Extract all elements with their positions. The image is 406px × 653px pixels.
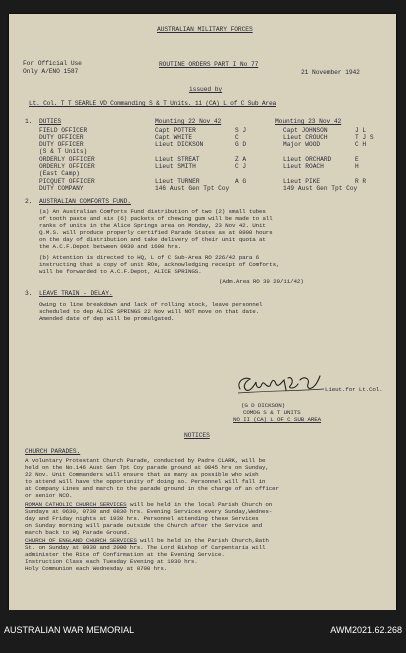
notice-para-2-line-5: march back to HQ Parade Ground. xyxy=(25,529,130,536)
duty-row-7-day2-init: R R xyxy=(355,178,367,185)
leave-train-line-1: Owing to line breakdown and lack of rolling stock, leave personnel xyxy=(39,301,263,308)
reference-number: Only A/ENO 1587 xyxy=(23,68,79,75)
duty-row-1-day2-init: T J S xyxy=(355,134,374,141)
duty-row-0-day2: Capt JOHNSON xyxy=(283,127,328,134)
notices-heading: NOTICES xyxy=(184,432,210,439)
notice-para-2-line-3: day and Friday nights at 1930 hrs. Personnel attending these Services xyxy=(25,515,259,522)
notice-para-1-line-2: held on the No.146 Aust Gen Tpt Coy parade ground at 0845 hrs on Sunday, xyxy=(25,464,269,471)
notice-para-3-line-2: St. on Sunday at 0930 and 2000 hrs. The Lord Bishop of Carpentaria will xyxy=(25,544,266,551)
duty-row-8-day1: 146 Aust Gen Tpt Coy xyxy=(155,185,230,192)
leave-train-line-3: Amended date of dep will be promulgated. xyxy=(39,315,175,322)
section-3-heading: LEAVE TRAIN - DELAY. xyxy=(39,290,113,297)
church-parades-heading: CHURCH PARADES. xyxy=(25,448,81,455)
duty-row-7-day2: Lieut PIKE xyxy=(283,178,321,185)
acf-reference: (Adm.Area RO 39 20/11/42) xyxy=(219,278,304,285)
duty-row-7-name: PICQUET OFFICER xyxy=(39,178,95,185)
duty-row-3-name: (S & T Units) xyxy=(39,148,88,155)
section-2-number: 2. xyxy=(25,198,33,205)
duty-row-0-day1-init: S J xyxy=(235,127,247,134)
duty-row-1-day2: Lieut CROUCH xyxy=(283,134,328,141)
duties-col2-heading: Mounting 23 Nov 42 xyxy=(275,118,342,125)
duty-row-2-day2: Major WOOD xyxy=(283,141,321,148)
duty-row-6-name: (East Camp) xyxy=(39,170,80,177)
rc-services-heading: ROMAN CATHOLIC CHURCH SERVICES xyxy=(25,501,127,508)
duty-row-4-day1-init: Z A xyxy=(235,156,247,163)
official-use-label: For Official Use xyxy=(23,60,82,67)
acf-para-a-line-1: (a) An Australian Comforts Fund distribution of two (2) small tubes xyxy=(39,208,266,215)
duty-row-5-day1: Lieut SMITH xyxy=(155,163,196,170)
acf-para-a-line-3: ranks of units in the Alice Springs area on Monday, 23 Nov 42. Unit xyxy=(39,222,266,229)
duty-row-5-name: ORDERLY OFFICER xyxy=(39,163,95,170)
duty-row-0-day2-init: J L xyxy=(355,127,367,134)
leave-train-line-2: scheduled to dep ALICE SPRINGS 22 Nov will NOT move on that date. xyxy=(39,308,260,315)
duty-row-4-name: ORDERLY OFFICER xyxy=(39,156,95,163)
acf-para-a-line-6: the A.C.F.Depot between 0930 and 1600 hrs. xyxy=(39,243,182,250)
notice-para-2-line-4: on Sunday morning will parade outside the Church after the Service and xyxy=(25,522,262,529)
duty-row-1-name: DUTY OFFICER xyxy=(39,134,84,141)
acf-para-b-line-3: will be forwarded to A.C.F.Depot, ALICE SPRINGS. xyxy=(39,268,202,275)
acf-para-a-line-5: on the day of distribution and take delivery of their unit quota at xyxy=(39,236,266,243)
document-title: AUSTRALIAN MILITARY FORCES xyxy=(157,26,253,33)
footer-bar xyxy=(0,610,406,653)
section-1-heading: DUTIES xyxy=(39,118,62,125)
notice-para-1-line-3: 22 Nov. Unit Commanders will ensure that as many as possible who wish xyxy=(25,471,259,478)
orders-title: ROUTINE ORDERS PART I No 77 xyxy=(159,61,259,68)
duty-row-2-day1-init: G D xyxy=(235,141,247,148)
notice-para-3-line-4: Instruction Class each Tuesday Evening at 1930 hrs. xyxy=(25,558,198,565)
duty-row-1-day1: Capt WHITE xyxy=(155,134,193,141)
acf-para-b-line-1: (b) Attention is directed to HQ, L of C Sub-Area RO 226/42 para 6 xyxy=(39,254,260,261)
signatory-name: (G D DICKSON) xyxy=(241,402,286,409)
coe-services-text: will be held in the Parish Church,Bath xyxy=(136,537,269,544)
orders-date: 21 November 1942 xyxy=(301,69,360,76)
footer-accession-number: AWM2021.62.268 xyxy=(330,625,402,635)
section-3-number: 3. xyxy=(25,290,33,297)
duty-row-0-name: FIELD OFFICER xyxy=(39,127,88,134)
duty-row-5-day2-init: H xyxy=(355,163,359,170)
acf-para-b-line-2: instructing that a copy of unit ROs, acknowledging receipt of Comforts, xyxy=(39,261,280,268)
signatory-title-2: NO II (CA) L OF C SUB AREA xyxy=(233,416,322,423)
notice-para-1-line-6: or senior NCO. xyxy=(25,492,73,499)
acf-para-a-line-4: Q.M.S. will produce properly certified Parade States as at 0900 hours xyxy=(39,229,273,236)
notice-para-1-line-1: A voluntary Protestant Church Parade, conducted by Padre CLARK, will be xyxy=(25,457,266,464)
signatory-title-1: COMDG S & T UNITS xyxy=(243,409,301,416)
notice-para-1-line-5: at Company Lines and march to the parade ground in the charge of an officer xyxy=(25,485,279,492)
acf-para-a-line-2: of tooth paste and six (6) packets of chewing gum will be made to all xyxy=(39,215,273,222)
issued-by-label: issued by xyxy=(189,86,223,93)
duty-row-2-name: DUTY OFFICER xyxy=(39,141,84,148)
footer-institution: AUSTRALIAN WAR MEMORIAL xyxy=(4,625,135,635)
coe-services-heading: CHURCH OF ENGLAND CHURCH SERVICES xyxy=(25,537,137,544)
duties-col1-heading: Mounting 22 Nov 42 xyxy=(155,118,222,125)
duty-row-5-day2: Lieut ROACH xyxy=(283,163,324,170)
rc-services-text: will be held in the local Parish Church on xyxy=(126,501,273,508)
duty-row-4-day2: Lieut ORCHARD xyxy=(283,156,332,163)
issuer-line: Lt. Col. T T SEARLE VD Commanding S & T Units. 11 (CA) L of C Sub Area xyxy=(29,100,277,107)
section-2-heading: AUSTRALIAN COMFORTS FUND. xyxy=(39,198,131,205)
duty-row-8-day2: 149 Aust Gen Tpt Coy xyxy=(283,185,358,192)
signature-for-line: Lieut.for Lt.Col. xyxy=(325,386,383,393)
duty-row-2-day1: Lieut DICKSON xyxy=(155,141,204,148)
duty-row-8-name: DUTY COMPANY xyxy=(39,185,84,192)
duty-row-7-day1: Lieut TURNER xyxy=(155,178,200,185)
handwritten-signature xyxy=(234,372,326,398)
duty-row-1-day1-init: C xyxy=(235,134,239,141)
duty-row-7-day1-init: A G xyxy=(235,178,247,185)
notice-para-3-line-3: administer the Rite of Confirmation at the Evening Service. xyxy=(25,551,225,558)
notice-para-2-line-2: Sundays at 0630, 0730 and 0830 hrs. Evening Services every Sunday,Wednes- xyxy=(25,508,273,515)
duty-row-5-day1-init: C J xyxy=(235,163,247,170)
notice-para-1-line-4: to attend will have the opportunity of doing so. Personnel will fall in xyxy=(25,478,266,485)
document-page xyxy=(9,14,396,610)
duty-row-4-day2-init: E xyxy=(355,156,359,163)
duty-row-0-day1: Capt POTTER xyxy=(155,127,196,134)
duty-row-2-day2-init: C H xyxy=(355,141,367,148)
duty-row-4-day1: Lieut STREAT xyxy=(155,156,200,163)
section-1-number: 1. xyxy=(25,118,33,125)
notice-para-3-line-5: Holy Communion each Wednesday at 0700 hrs. xyxy=(25,565,168,572)
